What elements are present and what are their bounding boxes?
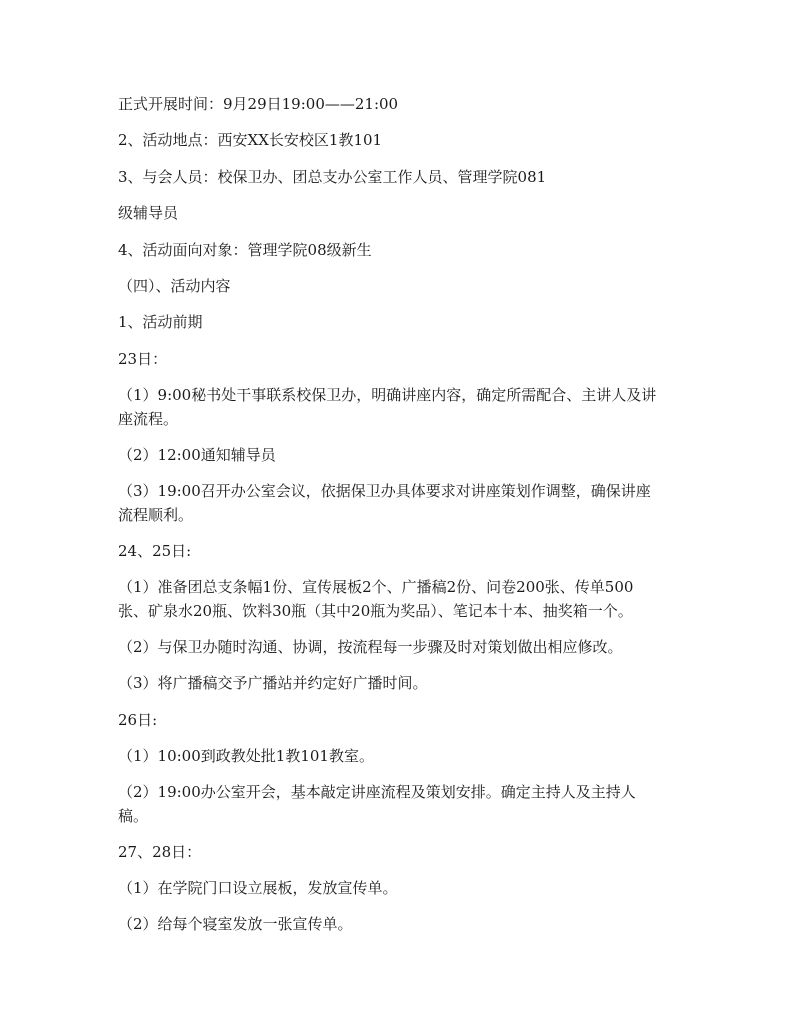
audience-line: 4、活动面向对象：管理学院08级新生 xyxy=(118,241,372,259)
item-26-1: （1）10:00到政教处批1教101教室。 xyxy=(118,747,374,765)
item-23-3: （3）19:00召开办公室会议，依据保卫办具体要求对讲座策划作调整，确保讲座 xyxy=(118,482,651,500)
item-23-3-cont: 流程顺利。 xyxy=(118,506,194,524)
attendees-line: 3、与会人员：校保卫办、团总支办公室工作人员、管理学院081 xyxy=(118,168,547,186)
item-24-3: （3）将广播稿交予广播站并约定好广播时间。 xyxy=(118,674,428,692)
item-27-2: （2）给每个寝室发放一张宣传单。 xyxy=(118,915,353,933)
item-24-1-cont: 张、矿泉水20瓶、饮料30瓶（其中20瓶为奖品）、笔记本十本、抽奖箱一个。 xyxy=(118,602,633,620)
location-line: 2、活动地点：西安XX长安校区1教101 xyxy=(118,131,383,149)
item-26-2: （2）19:00办公室开会，基本敲定讲座流程及策划安排。确定主持人及主持人 xyxy=(118,783,636,801)
date-heading-24-25: 24、25日: xyxy=(118,542,192,560)
item-27-1: （1）在学院门口设立展板，发放宣传单。 xyxy=(118,879,398,897)
start-time-line: 正式开展时间：9月29日19:00——21:00 xyxy=(118,95,399,113)
date-heading-23: 23日： xyxy=(118,350,168,368)
date-heading-27-28: 27、28日： xyxy=(118,843,202,861)
item-23-2: （2）12:00通知辅导员 xyxy=(118,446,276,464)
item-26-2-cont: 稿。 xyxy=(118,807,149,825)
item-24-1: （1）准备团总支条幅1份、宣传展板2个、广播稿2份、问卷200张、传单500 xyxy=(118,578,634,596)
section-heading: （四）、活动内容 xyxy=(118,277,231,295)
item-23-1-cont: 座流程。 xyxy=(118,410,179,428)
item-24-2: （2）与保卫办随时沟通、协调，按流程每一步骤及时对策划做出相应修改。 xyxy=(118,638,623,656)
item-23-1: （1）9:00秘书处干事联系校保卫办，明确讲座内容，确定所需配合、主讲人及讲 xyxy=(118,386,657,404)
date-heading-26: 26日: xyxy=(118,711,158,729)
subsection-heading: 1、活动前期 xyxy=(118,313,203,331)
attendees-line-cont: 级辅导员 xyxy=(118,204,179,222)
